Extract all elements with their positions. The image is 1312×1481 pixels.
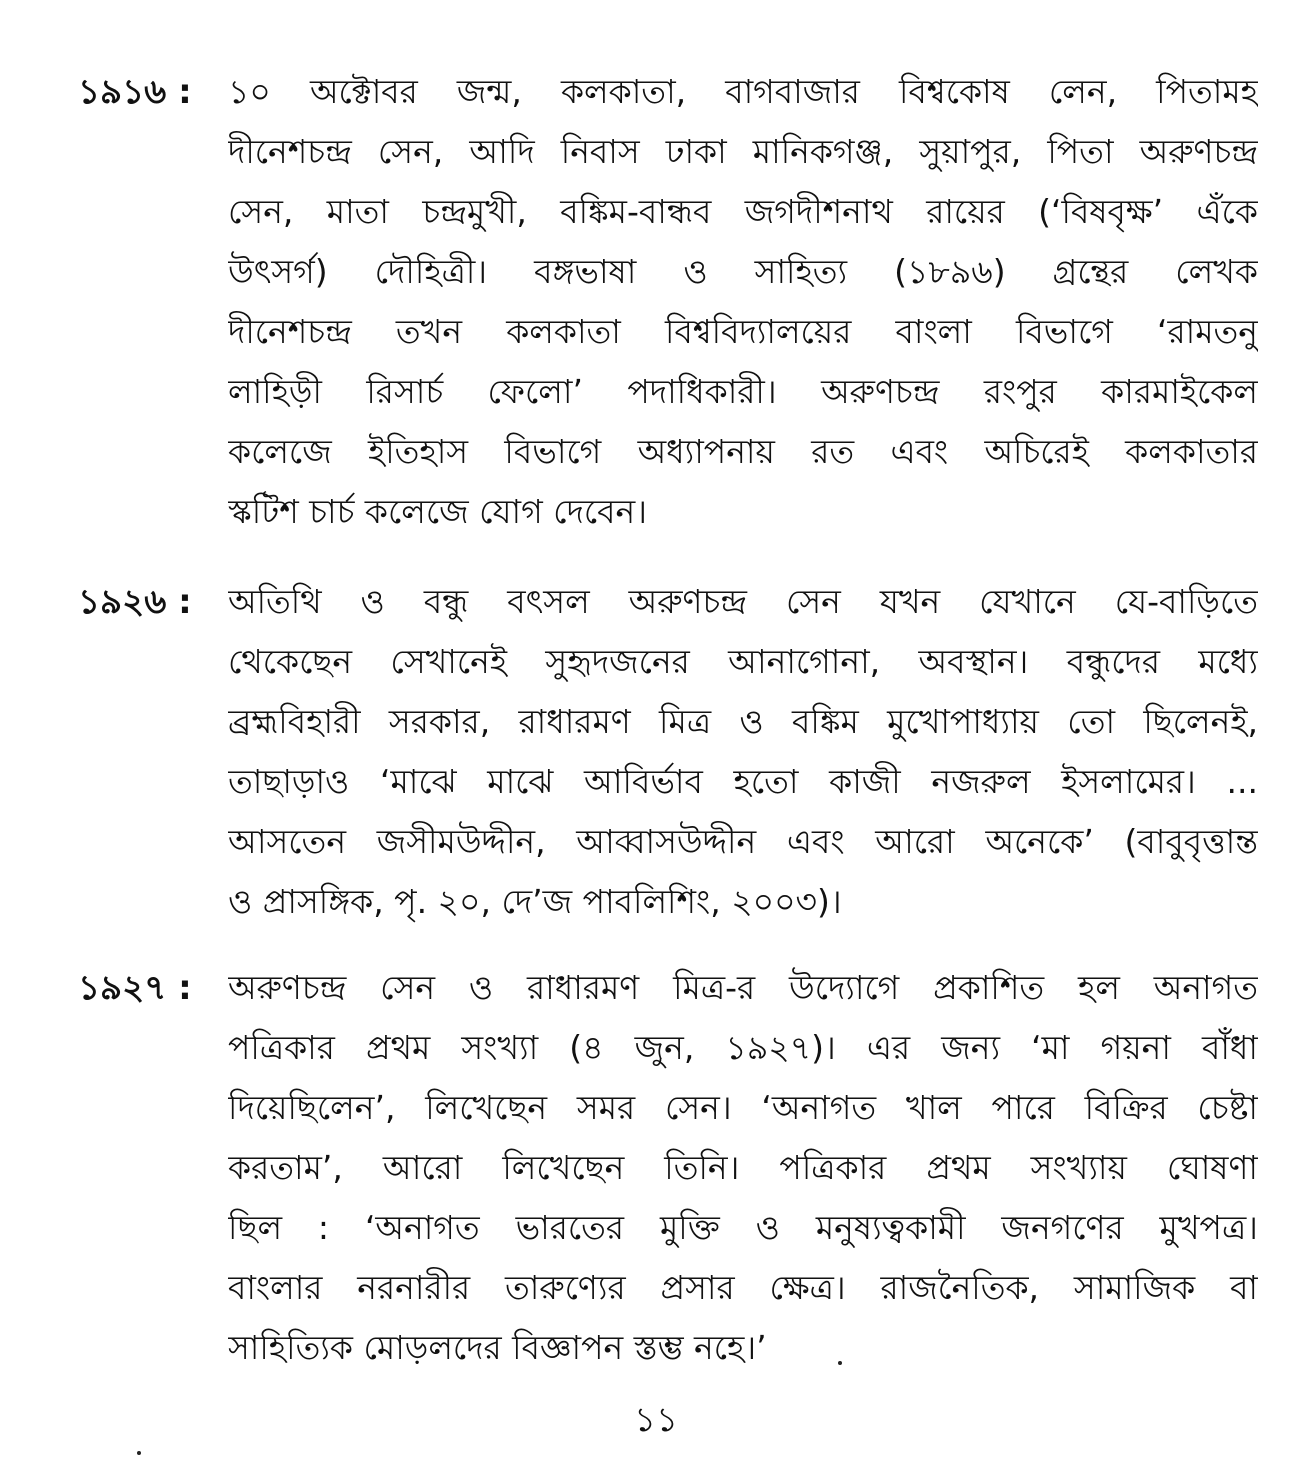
text-line: পত্রিকার প্রথম সংখ্যা (৪ জুন, ১৯২৭)। এর জন্য ‘মা গয়না বাঁধা: [228, 1028, 1258, 1067]
text-line: ছিল : ‘অনাগত ভারতের মুক্তি ও মনুষ্যত্বকামী জনগণের মুখপত্র।: [228, 1208, 1258, 1247]
text-line: সাহিত্যিক মোড়লদের বিজ্ঞাপন স্তম্ভ নহে।’: [228, 1328, 767, 1367]
text-line: আসতেন জসীমউদ্দীন, আব্বাসউদ্দীন এবং আরো অনেকে’ (বাবুবৃত্তান্ত: [228, 822, 1258, 861]
text-line: অতিথি ও বন্ধু বৎসল অরুণচন্দ্র সেন যখন যেখানে যে-বাড়িতে: [228, 582, 1258, 621]
entry-text: [228, 62, 1258, 542]
entry-year: ১৯১৬ :: [78, 72, 192, 112]
entry-text: [228, 958, 1258, 1378]
text-line: ও প্রাসঙ্গিক, পৃ. ২০, দে’জ পাবলিশিং, ২০০৩)।: [228, 882, 842, 921]
timeline-entry-1927: [78, 958, 1258, 1378]
text-line: লাহিড়ী রিসার্চ ফেলো’ পদাধিকারী। অরুণচন্দ্র রংপুর কারমাইকেল: [228, 372, 1258, 411]
text-line: দিয়েছিলেন’, লিখেছেন সমর সেন। ‘অনাগত খাল পারে বিক্রির চেষ্টা: [228, 1088, 1258, 1127]
timeline-entry-1926: [78, 572, 1258, 932]
text-line: থেকেছেন সেখানেই সুহৃদজনের আনাগোনা, অবস্থান। বন্ধুদের মধ্যে: [228, 642, 1258, 681]
text-line: দীনেশচন্দ্র তখন কলকাতা বিশ্ববিদ্যালয়ের বাংলা বিভাগে ‘রামতনু: [228, 312, 1258, 351]
entry-year: ১৯২৭ :: [78, 968, 192, 1008]
entry-text: [228, 572, 1258, 932]
text-line: দীনেশচন্দ্র সেন, আদি নিবাস ঢাকা মানিকগঞ্জ, সুয়াপুর, পিতা অরুণচন্দ্র: [228, 132, 1258, 171]
text-line: উৎসর্গ) দৌহিত্রী। বঙ্গভাষা ও সাহিত্য (১৮৯৬) গ্রন্থের লেখক: [228, 252, 1258, 291]
text-line: ব্রহ্মবিহারী সরকার, রাধারমণ মিত্র ও বঙ্কিম মুখোপাধ্যায় তো ছিলেনই,: [228, 702, 1258, 741]
scan-speck: [838, 1361, 842, 1365]
text-line: স্কটিশ চার্চ কলেজে যোগ দেবেন।: [228, 492, 648, 531]
text-line: কলেজে ইতিহাস বিভাগে অধ্যাপনায় রত এবং অচিরেই কলকাতার: [228, 432, 1258, 471]
timeline-entry-1916: [78, 62, 1258, 542]
text-line: বাংলার নরনারীর তারুণ্যের প্রসার ক্ষেত্র। রাজনৈতিক, সামাজিক বা: [228, 1268, 1258, 1307]
entry-year: ১৯২৬ :: [78, 582, 192, 622]
text-line: অরুণচন্দ্র সেন ও রাধারমণ মিত্র-র উদ্যোগে প্রকাশিত হল অনাগত: [228, 968, 1258, 1007]
text-line: সেন, মাতা চন্দ্রমুখী, বঙ্কিম-বান্ধব জগদীশনাথ রায়ের (‘বিষবৃক্ষ’ এঁকে: [228, 192, 1258, 231]
text-line: ১০ অক্টোবর জন্ম, কলকাতা, বাগবাজার বিশ্বকোষ লেন, পিতামহ: [228, 72, 1258, 111]
text-line: তাছাড়াও ‘মাঝে মাঝে আবির্ভাব হতো কাজী নজরুল ইসলামের। ...: [228, 762, 1258, 801]
page-number: ১১: [633, 1400, 679, 1440]
text-line: করতাম’, আরো লিখেছেন তিনি। পত্রিকার প্রথম সংখ্যায় ঘোষণা: [228, 1148, 1258, 1187]
scan-speck: [137, 1451, 141, 1455]
